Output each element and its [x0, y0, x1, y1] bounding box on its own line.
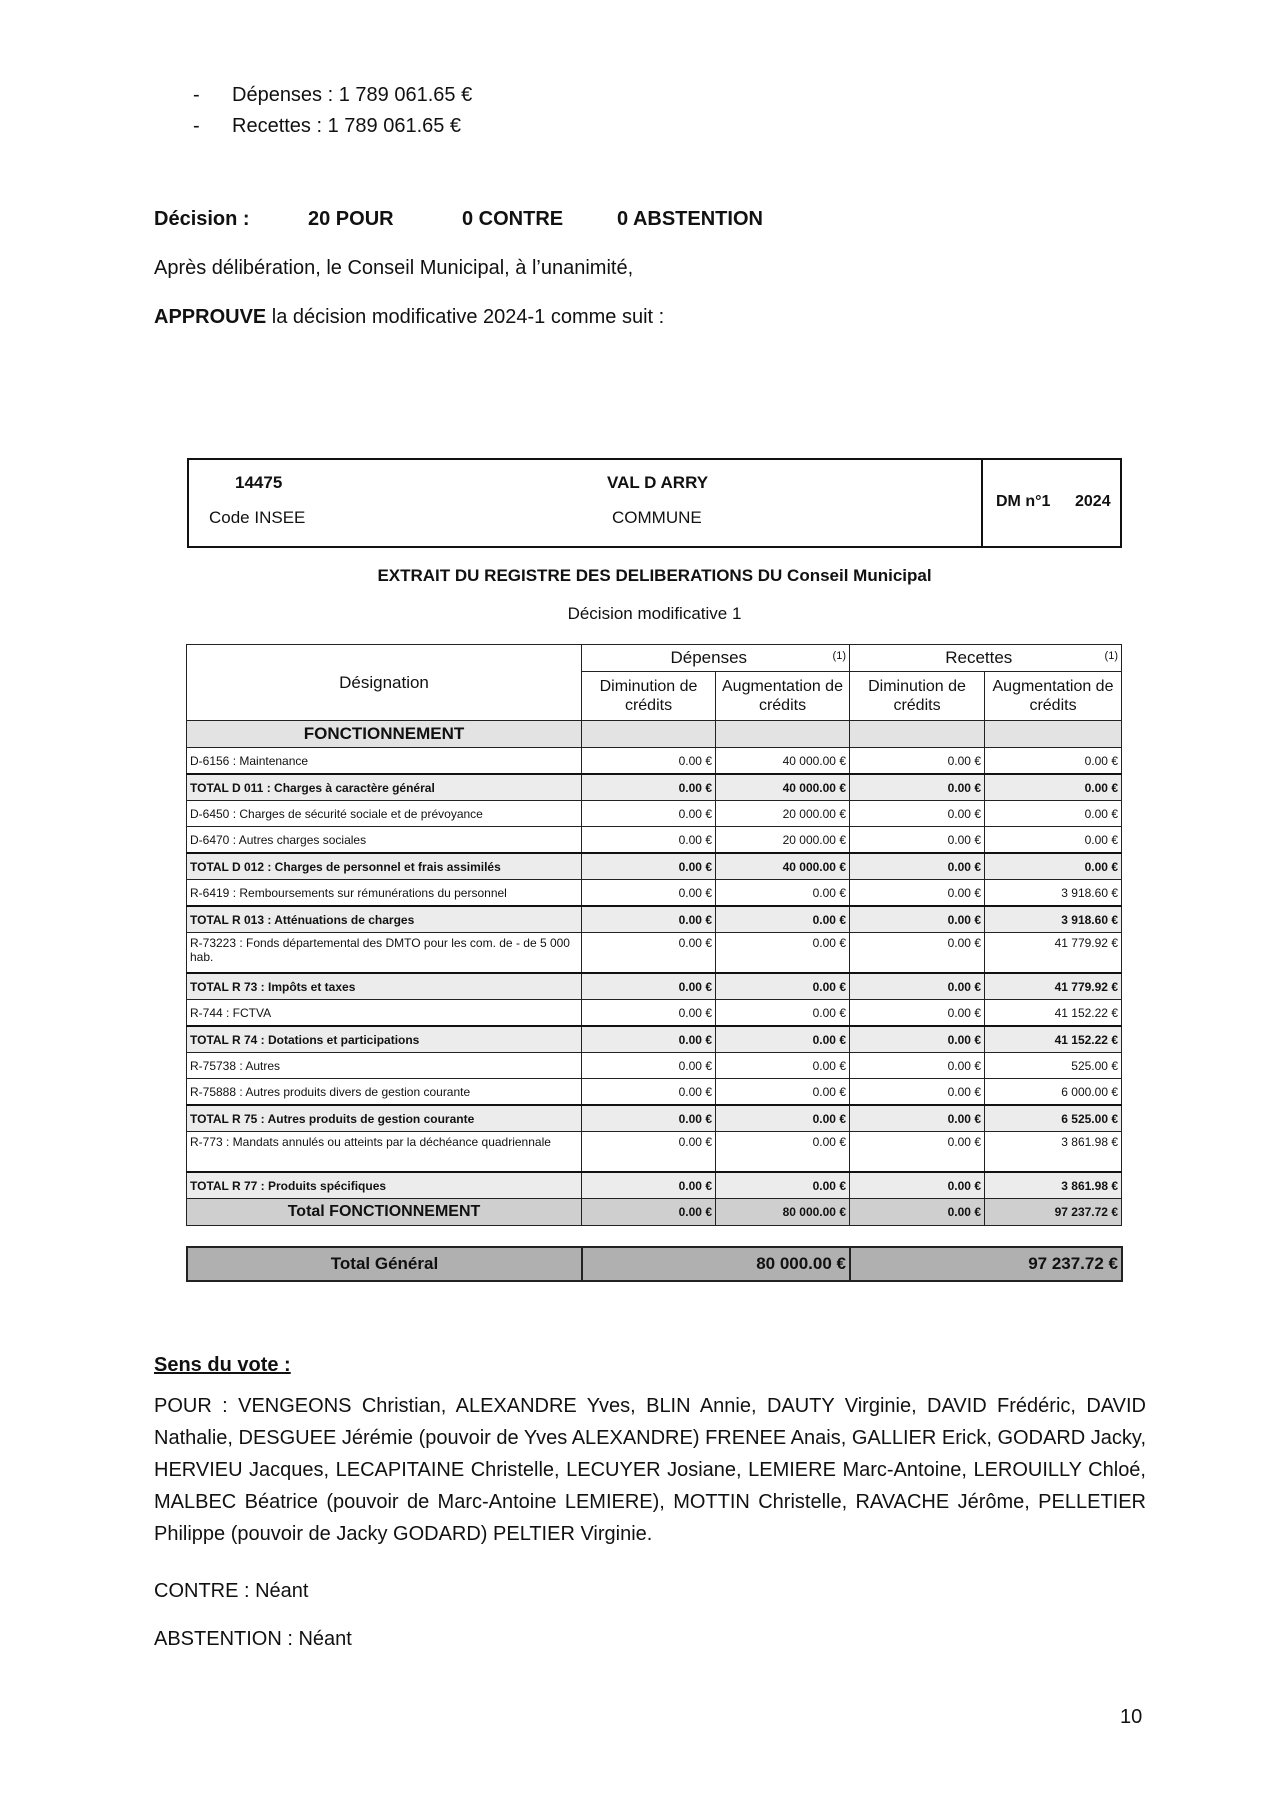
dm-number: DM n°1 [996, 493, 1051, 510]
empty-cell [716, 721, 850, 748]
extrait-title: EXTRAIT DU REGISTRE DES DELIBERATIONS DU Conseil Municipal [377, 566, 932, 585]
col-recettes-diminution: Diminution de crédits [850, 672, 985, 721]
table-header-row [187, 645, 1122, 672]
budget-summary-list [193, 80, 472, 142]
row-value-dep-aug: 40 000.00 € [716, 748, 850, 775]
row-value-rec-dim: 0.00 € [850, 1079, 985, 1106]
row-value-dep-aug: 40 000.00 € [716, 774, 850, 801]
insee-code: 14475 [235, 473, 283, 492]
row-value-rec-dim: 0.00 € [850, 1172, 985, 1199]
row-value-dep-dim: 0.00 € [582, 1053, 716, 1079]
row-value-rec-dim: 0.00 € [850, 827, 985, 854]
row-label: D-6156 : Maintenance [187, 748, 582, 775]
total-general-table [186, 1246, 1123, 1282]
bullet-dash: - [193, 84, 200, 106]
total-fonctionnement-rec-dim: 0.00 € [850, 1199, 985, 1226]
vote-title: Sens du vote : [154, 1354, 291, 1376]
row-label: TOTAL R 013 : Atténuations de charges [187, 906, 582, 933]
commune-header-box [187, 458, 1122, 548]
row-label: TOTAL R 77 : Produits spécifiques [187, 1172, 582, 1199]
row-value-rec-dim: 0.00 € [850, 774, 985, 801]
bullet-dash: - [193, 115, 200, 137]
table-row [187, 1000, 1122, 1027]
total-general-label: Total Général [187, 1247, 582, 1281]
row-value-rec-aug: 0.00 € [985, 774, 1122, 801]
col-depenses-augmentation: Augmentation de crédits [716, 672, 850, 721]
list-item [193, 80, 472, 111]
depenses-total: Dépenses : 1 789 061.65 € [232, 84, 473, 106]
row-value-dep-aug: 0.00 € [716, 1053, 850, 1079]
table-row [187, 801, 1122, 827]
table-row [187, 1172, 1122, 1199]
footnote-mark: (1) [832, 650, 846, 662]
table-row [187, 1026, 1122, 1053]
row-label: TOTAL R 75 : Autres produits de gestion courante [187, 1105, 582, 1132]
row-value-rec-dim: 0.00 € [850, 1132, 985, 1173]
row-value-rec-aug: 3 861.98 € [985, 1172, 1122, 1199]
row-value-rec-dim: 0.00 € [850, 880, 985, 907]
row-label: TOTAL D 011 : Charges à caractère général [187, 774, 582, 801]
row-value-rec-dim: 0.00 € [850, 1000, 985, 1027]
table-row [187, 880, 1122, 907]
approve-text: la décision modificative 2024-1 comme suit : [266, 306, 665, 328]
row-label: R-6419 : Remboursements sur rémunérations du personnel [187, 880, 582, 907]
row-value-rec-dim: 0.00 € [850, 748, 985, 775]
total-fonctionnement-rec-aug: 97 237.72 € [985, 1199, 1122, 1226]
decision-contre: 0 CONTRE [462, 208, 564, 230]
row-label: R-773 : Mandats annulés ou atteints par la déchéance quadriennale [187, 1132, 582, 1173]
row-value-dep-aug: 0.00 € [716, 973, 850, 1000]
row-value-dep-dim: 0.00 € [582, 973, 716, 1000]
section-label: FONCTIONNEMENT [187, 721, 582, 748]
row-value-rec-aug: 3 918.60 € [985, 880, 1122, 907]
row-value-rec-dim: 0.00 € [850, 1105, 985, 1132]
row-value-rec-dim: 0.00 € [850, 1053, 985, 1079]
row-value-dep-aug: 0.00 € [716, 1000, 850, 1027]
row-value-rec-aug: 0.00 € [985, 853, 1122, 880]
table-row [187, 774, 1122, 801]
empty-cell [985, 721, 1122, 748]
row-value-rec-aug: 41 152.22 € [985, 1000, 1122, 1027]
row-value-dep-dim: 0.00 € [582, 1026, 716, 1053]
total-fonctionnement-dep-aug: 80 000.00 € [716, 1199, 850, 1226]
col-recettes-augmentation: Augmentation de crédits [985, 672, 1122, 721]
total-fonctionnement-row [187, 1199, 1122, 1226]
row-value-dep-dim: 0.00 € [582, 933, 716, 974]
empty-cell [582, 721, 716, 748]
row-value-rec-aug: 6 525.00 € [985, 1105, 1122, 1132]
table-row [187, 973, 1122, 1000]
recettes-total: Recettes : 1 789 061.65 € [232, 115, 462, 137]
row-value-rec-dim: 0.00 € [850, 973, 985, 1000]
budget-table [186, 644, 1122, 1226]
vote-pour: POUR : VENGEONS Christian, ALEXANDRE Yves, BLIN Annie, DAUTY Virginie, DAVID Frédéric, DAVID Nathalie, DESGUEE Jérémie (pouvoir de Yves ALEXANDRE) FRENEE Anais, GALLIER Erick, GODARD Jacky, HERVIEU Jacques, LECAPITAINE Christelle, LECUYER Josiane, LEMIERE Marc-Antoine, LEROUILLY Chloé, MALBEC Béatrice (pouvoir de Marc-Antoine LEMIERE), MOTTIN Christelle, RAVACHE Jérôme, PELLETIER Philippe (pouvoir de Jacky GODARD) PELTIER Virginie. [154, 1395, 1146, 1545]
vote-abstention: ABSTENTION : Néant [154, 1628, 352, 1650]
table-row [187, 853, 1122, 880]
row-value-rec-aug: 3 918.60 € [985, 906, 1122, 933]
row-value-dep-aug: 0.00 € [716, 1132, 850, 1173]
row-label: R-75888 : Autres produits divers de gestion courante [187, 1079, 582, 1106]
table-row [187, 933, 1122, 974]
col-depenses-diminution: Diminution de crédits [582, 672, 716, 721]
recettes-header [850, 645, 1122, 672]
list-item [193, 111, 472, 142]
row-value-dep-dim: 0.00 € [582, 1105, 716, 1132]
approve-paragraph [154, 306, 664, 329]
page-number: 10 [1120, 1706, 1143, 1728]
footnote-mark: (1) [1104, 650, 1118, 662]
row-value-rec-aug: 0.00 € [985, 801, 1122, 827]
row-value-dep-dim: 0.00 € [582, 853, 716, 880]
row-value-rec-aug: 0.00 € [985, 827, 1122, 854]
table-row [187, 1132, 1122, 1173]
designation-header: Désignation [187, 645, 582, 721]
row-value-rec-dim: 0.00 € [850, 853, 985, 880]
commune-label: COMMUNE [612, 508, 702, 527]
row-value-rec-dim: 0.00 € [850, 933, 985, 974]
row-value-dep-dim: 0.00 € [582, 1172, 716, 1199]
table-row [187, 1053, 1122, 1079]
row-value-rec-aug: 41 779.92 € [985, 973, 1122, 1000]
row-label: D-6470 : Autres charges sociales [187, 827, 582, 854]
row-value-dep-aug: 20 000.00 € [716, 827, 850, 854]
table-row [187, 1079, 1122, 1106]
dm-year: 2024 [1075, 493, 1111, 510]
depenses-header [582, 645, 850, 672]
decision-modificative-subtitle: Décision modificative 1 [567, 604, 742, 623]
row-value-rec-dim: 0.00 € [850, 801, 985, 827]
row-value-rec-dim: 0.00 € [850, 1026, 985, 1053]
row-value-rec-aug: 0.00 € [985, 748, 1122, 775]
row-value-dep-dim: 0.00 € [582, 1132, 716, 1173]
empty-cell [850, 721, 985, 748]
after-deliberation-text: Après délibération, le Conseil Municipal, à l’unanimité, [154, 257, 634, 279]
row-value-dep-aug: 0.00 € [716, 880, 850, 907]
row-value-dep-dim: 0.00 € [582, 1079, 716, 1106]
row-value-dep-aug: 40 000.00 € [716, 853, 850, 880]
row-label: R-744 : FCTVA [187, 1000, 582, 1027]
row-value-dep-aug: 0.00 € [716, 1026, 850, 1053]
row-value-dep-aug: 0.00 € [716, 933, 850, 974]
row-value-dep-dim: 0.00 € [582, 880, 716, 907]
row-value-rec-aug: 6 000.00 € [985, 1079, 1122, 1106]
decision-line [154, 208, 763, 231]
row-value-rec-aug: 525.00 € [985, 1053, 1122, 1079]
budget-rows [187, 748, 1122, 1199]
row-value-dep-dim: 0.00 € [582, 748, 716, 775]
total-general-depenses: 80 000.00 € [582, 1247, 850, 1281]
section-row-fonctionnement [187, 721, 1122, 748]
vote-contre: CONTRE : Néant [154, 1580, 309, 1602]
total-general-row [187, 1247, 1122, 1281]
decision-abstention: 0 ABSTENTION [617, 208, 763, 230]
depenses-header-label: Dépenses [670, 648, 748, 667]
row-value-dep-aug: 20 000.00 € [716, 801, 850, 827]
table-row [187, 1105, 1122, 1132]
recettes-header-label: Recettes [945, 648, 1013, 667]
row-value-dep-aug: 0.00 € [716, 1105, 850, 1132]
row-value-rec-aug: 41 152.22 € [985, 1026, 1122, 1053]
row-value-dep-dim: 0.00 € [582, 801, 716, 827]
row-value-dep-aug: 0.00 € [716, 1172, 850, 1199]
row-value-dep-aug: 0.00 € [716, 906, 850, 933]
total-fonctionnement-label: Total FONCTIONNEMENT [187, 1199, 582, 1226]
row-value-rec-aug: 41 779.92 € [985, 933, 1122, 974]
approve-keyword: APPROUVE [154, 306, 267, 328]
table-row [187, 827, 1122, 854]
row-label: TOTAL R 74 : Dotations et participations [187, 1026, 582, 1053]
row-label: TOTAL D 012 : Charges de personnel et frais assimilés [187, 853, 582, 880]
total-general-recettes: 97 237.72 € [850, 1247, 1122, 1281]
decision-label: Décision : [154, 208, 250, 230]
row-value-dep-dim: 0.00 € [582, 1000, 716, 1027]
total-fonctionnement-dep-dim: 0.00 € [582, 1199, 716, 1226]
commune-name: VAL D ARRY [607, 473, 709, 492]
row-label: TOTAL R 73 : Impôts et taxes [187, 973, 582, 1000]
insee-label: Code INSEE [209, 508, 306, 527]
row-value-dep-dim: 0.00 € [582, 827, 716, 854]
row-label: R-75738 : Autres [187, 1053, 582, 1079]
row-value-dep-dim: 0.00 € [582, 906, 716, 933]
row-label: D-6450 : Charges de sécurité sociale et de prévoyance [187, 801, 582, 827]
row-label: R-73223 : Fonds départemental des DMTO pour les com. de - de 5 000 hab. [187, 933, 582, 974]
row-value-dep-aug: 0.00 € [716, 1079, 850, 1106]
row-value-dep-dim: 0.00 € [582, 774, 716, 801]
decision-pour: 20 POUR [308, 208, 394, 230]
table-row [187, 906, 1122, 933]
row-value-rec-aug: 3 861.98 € [985, 1132, 1122, 1173]
table-row [187, 748, 1122, 775]
header-divider [981, 460, 983, 546]
row-value-rec-dim: 0.00 € [850, 906, 985, 933]
